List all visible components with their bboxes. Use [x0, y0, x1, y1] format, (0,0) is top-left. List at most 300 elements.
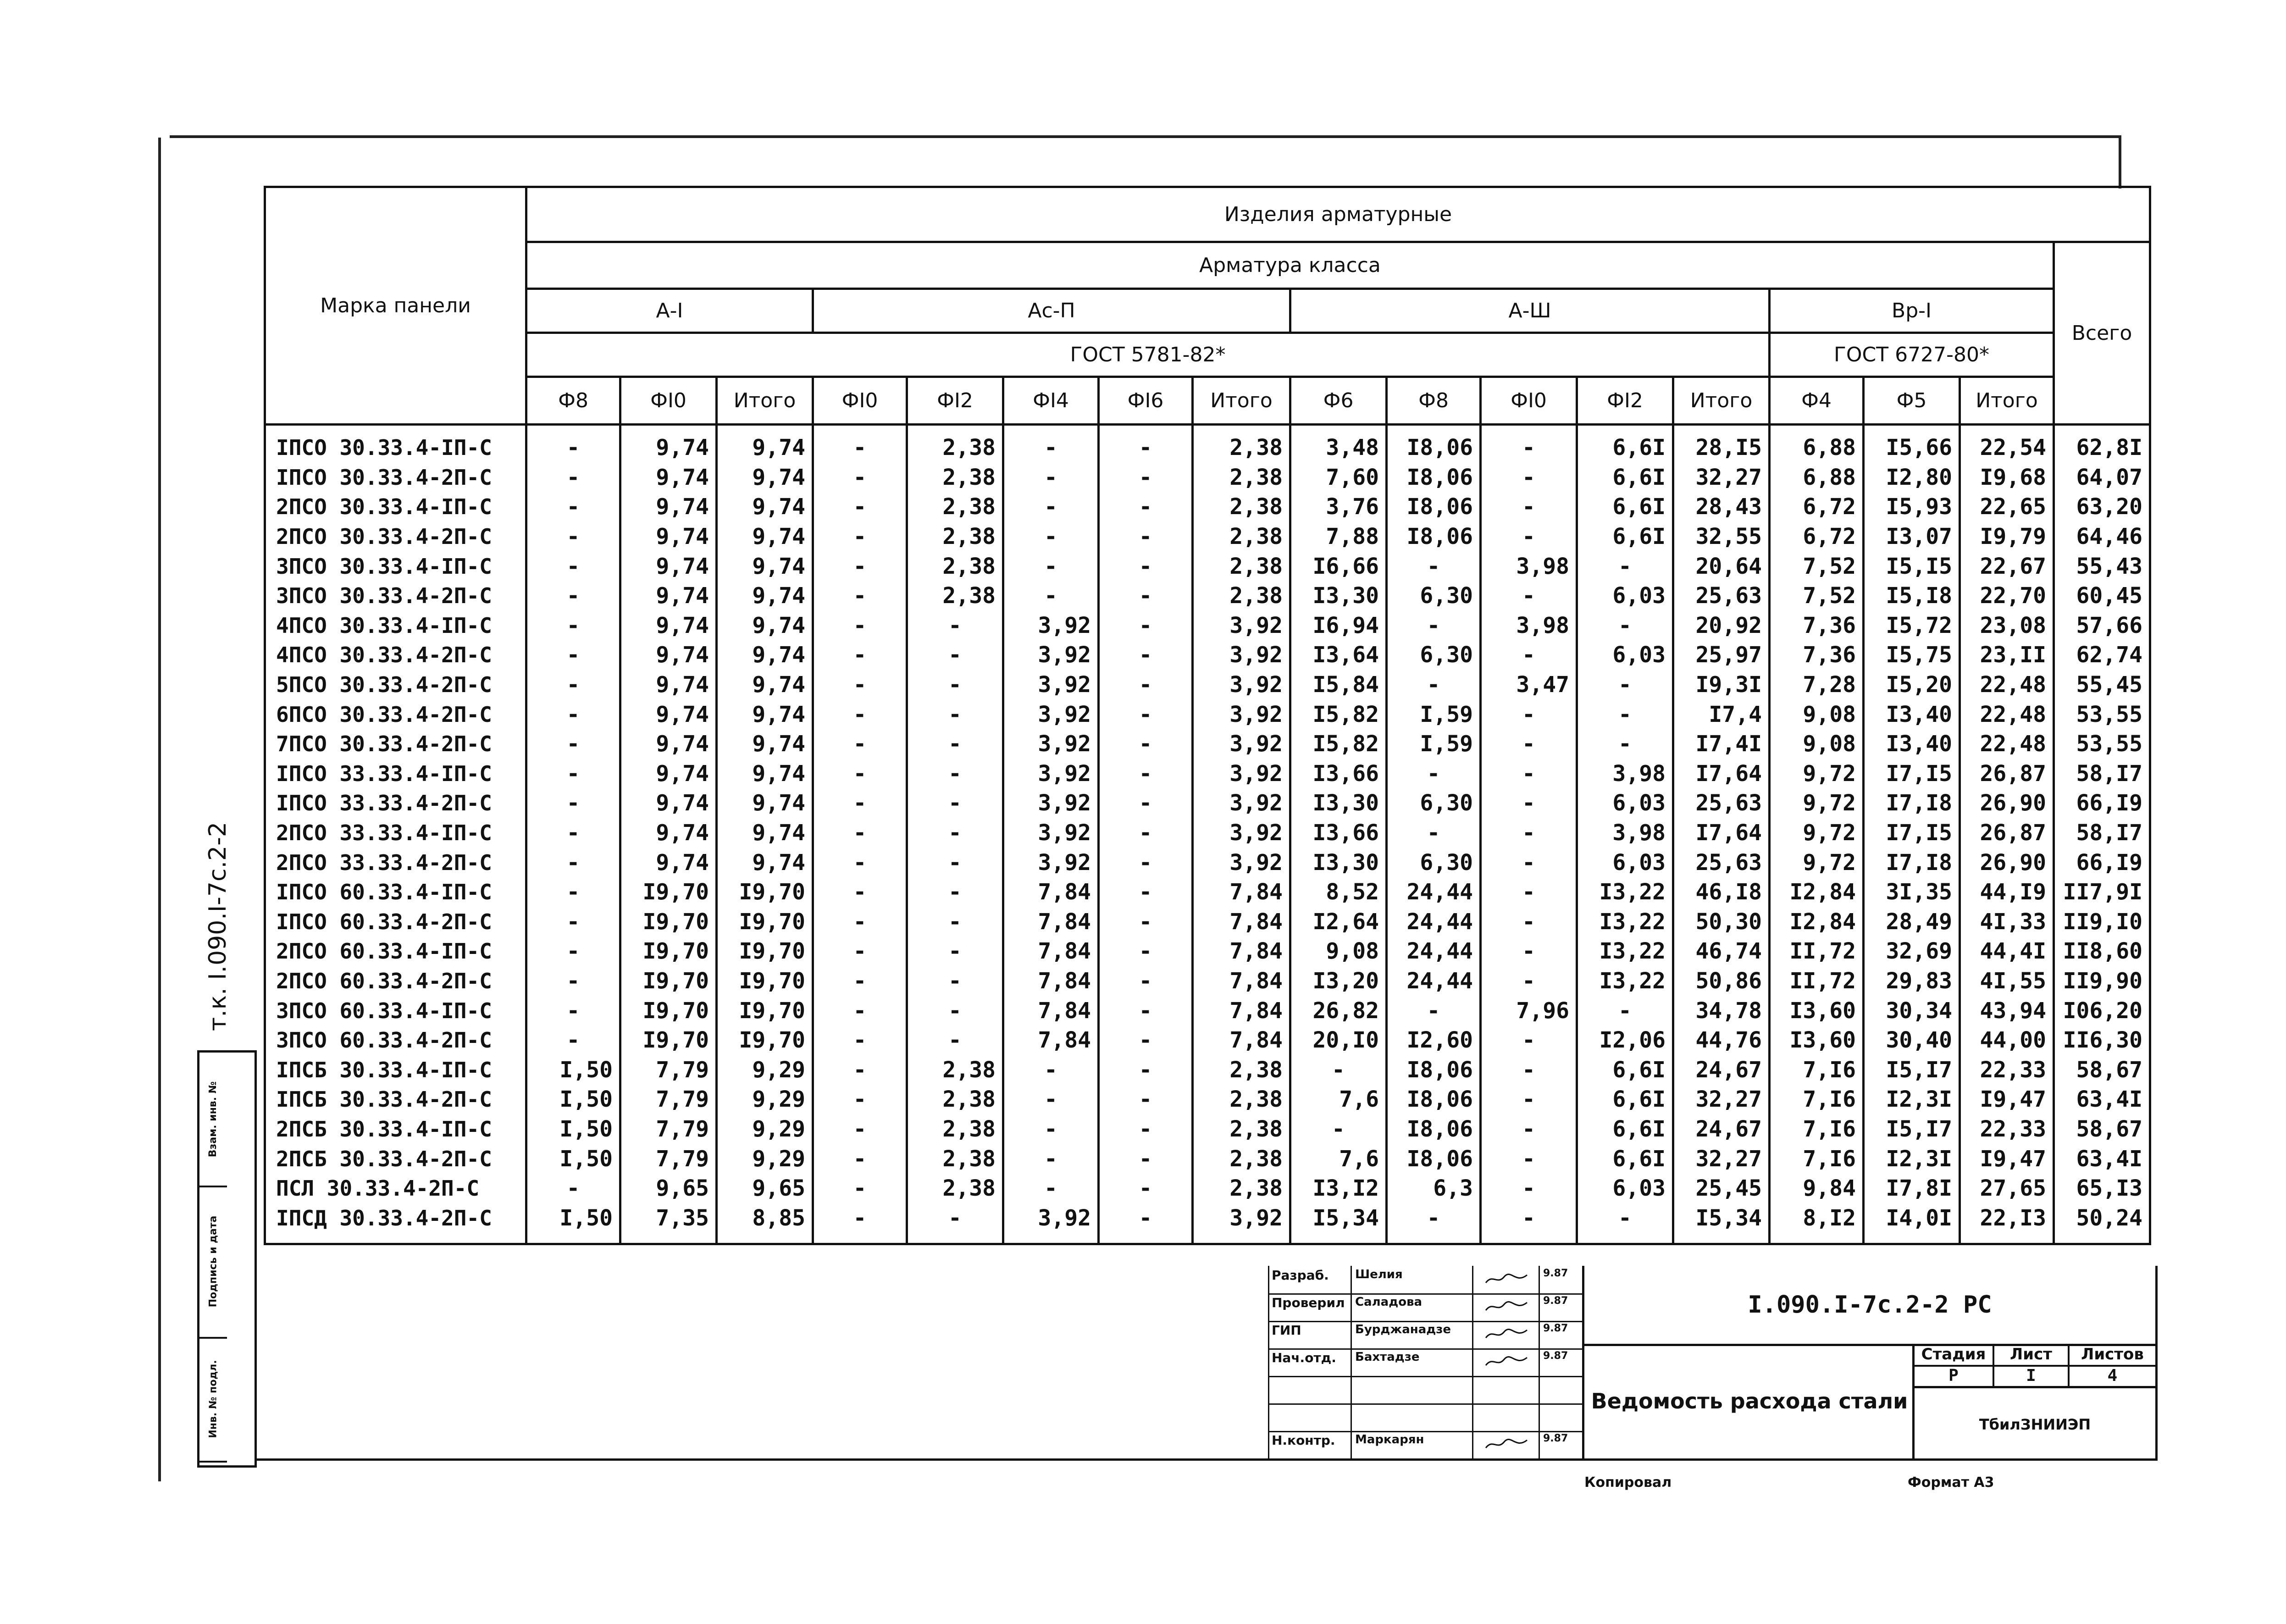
panel-mark-cell: 3ПСО 60.33.4-IП-С: [265, 996, 526, 1025]
value-cell: -: [1099, 818, 1193, 848]
value-cell: -: [1481, 907, 1577, 937]
value-cell: 6,6I: [1577, 492, 1673, 522]
value-cell: -: [813, 492, 907, 522]
header-gost-6727: ГОСТ 6727-80*: [1770, 333, 2054, 377]
column-header: Ф4: [1770, 377, 1864, 425]
value-cell: -: [1387, 611, 1481, 641]
value-cell: -: [1481, 463, 1577, 493]
value-cell: 3,92: [1193, 611, 1290, 641]
value-cell: -: [1003, 522, 1099, 552]
header-class-asp: Ас-П: [813, 289, 1290, 333]
value-cell: I,59: [1387, 729, 1481, 759]
value-cell: I3,64: [1290, 640, 1387, 670]
value-cell: 6,03: [1577, 640, 1673, 670]
value-cell: 22,I3: [1960, 1203, 2054, 1244]
value-cell: 2,38: [907, 463, 1003, 493]
value-cell: 9,08: [1770, 729, 1864, 759]
column-header: Ф5: [1864, 377, 1960, 425]
value-cell: -: [1481, 1144, 1577, 1174]
value-cell: -: [1099, 759, 1193, 789]
panel-mark-cell: 6ПСО 30.33.4-2П-С: [265, 699, 526, 729]
value-cell: 24,44: [1387, 877, 1481, 907]
value-cell: I3,22: [1577, 907, 1673, 937]
value-cell: -: [1481, 1055, 1577, 1085]
signature-date: 9.87: [1543, 1268, 1568, 1279]
value-cell: I,50: [526, 1055, 620, 1085]
value-cell: -: [1387, 818, 1481, 848]
table-body: [265, 425, 2150, 1244]
value-cell: I3,22: [1577, 937, 1673, 966]
column-header: Ф8: [1387, 377, 1481, 425]
value-cell: 6,6I: [1577, 425, 1673, 463]
value-cell: I9,70: [620, 907, 717, 937]
value-cell: -: [1099, 1085, 1193, 1114]
value-cell: -: [1481, 877, 1577, 907]
value-cell: 2,38: [907, 492, 1003, 522]
value-cell: 6,6I: [1577, 1085, 1673, 1114]
value-cell: -: [1481, 425, 1577, 463]
value-cell: 3,98: [1481, 611, 1577, 641]
value-cell: 3,92: [1003, 611, 1099, 641]
table-row: [265, 818, 2150, 848]
value-cell: 9,65: [620, 1174, 717, 1203]
value-cell: 6,88: [1770, 425, 1864, 463]
value-cell: 7,36: [1770, 640, 1864, 670]
value-cell: II,72: [1770, 966, 1864, 996]
value-cell: 6,6I: [1577, 463, 1673, 493]
header-class-bpi: Вр-I: [1770, 289, 2054, 333]
header-mark: Марка панели: [265, 187, 526, 425]
sheets-value: 4: [2070, 1365, 2155, 1388]
stage-value: Р: [1915, 1365, 1994, 1388]
value-cell: -: [526, 818, 620, 848]
value-cell: 30,40: [1864, 1025, 1960, 1055]
value-cell: 3,92: [1003, 640, 1099, 670]
value-cell: 9,74: [620, 788, 717, 818]
value-cell: 7,84: [1193, 996, 1290, 1025]
value-cell: 46,74: [1673, 937, 1770, 966]
footer-copied: Копировал: [1584, 1474, 1672, 1491]
value-cell: 4I,33: [1960, 907, 2054, 937]
value-cell: 22,54: [1960, 425, 2054, 463]
signature-row: [1268, 1266, 1582, 1295]
value-cell: 3,47: [1481, 670, 1577, 700]
value-cell: 20,64: [1673, 551, 1770, 581]
signature-row: [1268, 1293, 1582, 1322]
value-cell: I3,66: [1290, 759, 1387, 789]
value-cell: 58,67: [2054, 1114, 2150, 1144]
value-cell: 9,74: [620, 611, 717, 641]
value-cell: 8,52: [1290, 877, 1387, 907]
value-cell: -: [526, 640, 620, 670]
signature-role: Н.контр.: [1272, 1433, 1335, 1448]
value-cell: 3,92: [1003, 670, 1099, 700]
value-cell: 9,08: [1290, 937, 1387, 966]
value-cell: -: [1481, 1114, 1577, 1144]
value-cell: I2,06: [1577, 1025, 1673, 1055]
value-cell: -: [526, 463, 620, 493]
value-cell: II9,I0: [2054, 907, 2150, 937]
value-cell: -: [907, 611, 1003, 641]
column-header: Ф6: [1290, 377, 1387, 425]
sheet-frame-left: [158, 138, 161, 1481]
signature-block: [1268, 1266, 1582, 1458]
value-cell: 7,I6: [1770, 1085, 1864, 1114]
table-row: [265, 1114, 2150, 1144]
value-cell: 3,92: [1003, 848, 1099, 877]
value-cell: -: [1099, 611, 1193, 641]
signature-role: Разраб.: [1272, 1268, 1329, 1283]
value-cell: 2,38: [907, 1144, 1003, 1174]
value-cell: -: [1577, 1203, 1673, 1244]
value-cell: 58,67: [2054, 1055, 2150, 1085]
value-cell: 9,74: [620, 729, 717, 759]
value-cell: I5,I8: [1864, 581, 1960, 611]
panel-mark-cell: ПСЛ 30.33.4-2П-С: [265, 1174, 526, 1203]
value-cell: I3,22: [1577, 966, 1673, 996]
value-cell: -: [907, 937, 1003, 966]
value-cell: 7,60: [1290, 463, 1387, 493]
value-cell: I8,06: [1387, 492, 1481, 522]
panel-mark-cell: IПСО 33.33.4-2П-С: [265, 788, 526, 818]
value-cell: I8,06: [1387, 1114, 1481, 1144]
value-cell: 8,85: [717, 1203, 813, 1244]
table-row: [265, 788, 2150, 818]
sheet-value: I: [1994, 1365, 2070, 1388]
value-cell: 22,70: [1960, 581, 2054, 611]
value-cell: 50,30: [1673, 907, 1770, 937]
value-cell: I5,72: [1864, 611, 1960, 641]
value-cell: -: [813, 788, 907, 818]
value-cell: -: [813, 966, 907, 996]
value-cell: -: [526, 788, 620, 818]
value-cell: 2,38: [1193, 581, 1290, 611]
value-cell: I5,75: [1864, 640, 1960, 670]
value-cell: 9,65: [717, 1174, 813, 1203]
stage-info: [1912, 1344, 2155, 1458]
panel-mark-cell: 2ПСО 30.33.4-IП-С: [265, 492, 526, 522]
table-row: [265, 1174, 2150, 1203]
panel-mark-cell: 2ПСО 33.33.4-2П-С: [265, 848, 526, 877]
value-cell: 7,28: [1770, 670, 1864, 700]
value-cell: 32,55: [1673, 522, 1770, 552]
value-cell: I3,30: [1290, 848, 1387, 877]
value-cell: 9,29: [717, 1055, 813, 1085]
value-cell: 9,74: [717, 818, 813, 848]
value-cell: I3,20: [1290, 966, 1387, 996]
value-cell: 9,84: [1770, 1174, 1864, 1203]
panel-mark-cell: 2ПСО 33.33.4-IП-С: [265, 818, 526, 848]
value-cell: 9,29: [717, 1085, 813, 1114]
value-cell: -: [1003, 1055, 1099, 1085]
value-cell: 6,03: [1577, 848, 1673, 877]
value-cell: I6,94: [1290, 611, 1387, 641]
signature-role: ГИП: [1272, 1323, 1301, 1338]
value-cell: -: [526, 522, 620, 552]
value-cell: -: [1481, 522, 1577, 552]
value-cell: -: [1099, 425, 1193, 463]
value-cell: 6,88: [1770, 463, 1864, 493]
value-cell: 60,45: [2054, 581, 2150, 611]
value-cell: -: [1003, 1085, 1099, 1114]
value-cell: 43,94: [1960, 996, 2054, 1025]
column-header: Итого: [1960, 377, 2054, 425]
value-cell: 57,66: [2054, 611, 2150, 641]
value-cell: 25,63: [1673, 848, 1770, 877]
value-cell: 53,55: [2054, 729, 2150, 759]
value-cell: -: [813, 818, 907, 848]
value-cell: 34,78: [1673, 996, 1770, 1025]
column-header: ФI4: [1003, 377, 1099, 425]
value-cell: 8,I2: [1770, 1203, 1864, 1244]
value-cell: 22,48: [1960, 670, 2054, 700]
table-row: [265, 877, 2150, 907]
table-row: [265, 1055, 2150, 1085]
side-document-code: т.к. I.090.I-7с.2-2: [204, 821, 232, 1031]
value-cell: 32,69: [1864, 937, 1960, 966]
value-cell: -: [1099, 463, 1193, 493]
value-cell: 9,74: [717, 640, 813, 670]
value-cell: 3,92: [1193, 729, 1290, 759]
value-cell: 9,74: [717, 522, 813, 552]
signature-date: 9.87: [1543, 1350, 1568, 1362]
value-cell: -: [813, 463, 907, 493]
value-cell: -: [526, 759, 620, 789]
value-cell: 20,I0: [1290, 1025, 1387, 1055]
table-row: [265, 611, 2150, 641]
value-cell: I5,I7: [1864, 1114, 1960, 1144]
value-cell: 26,90: [1960, 788, 2054, 818]
value-cell: -: [1003, 581, 1099, 611]
value-cell: 3,92: [1193, 1203, 1290, 1244]
value-cell: -: [1099, 996, 1193, 1025]
value-cell: -: [526, 611, 620, 641]
value-cell: I3,30: [1290, 581, 1387, 611]
value-cell: I5,82: [1290, 729, 1387, 759]
value-cell: I8,06: [1387, 425, 1481, 463]
value-cell: 7,I6: [1770, 1114, 1864, 1144]
value-cell: 6,6I: [1577, 1144, 1673, 1174]
value-cell: -: [1003, 492, 1099, 522]
value-cell: -: [1290, 1114, 1387, 1144]
footer-format: Формат А3: [1908, 1474, 1994, 1491]
value-cell: I7,8I: [1864, 1174, 1960, 1203]
signature-row: [1268, 1348, 1582, 1377]
value-cell: -: [1387, 670, 1481, 700]
value-cell: 9,74: [717, 670, 813, 700]
value-cell: 44,I9: [1960, 877, 2054, 907]
value-cell: 9,74: [620, 463, 717, 493]
value-cell: 9,74: [620, 699, 717, 729]
value-cell: 3,92: [1003, 759, 1099, 789]
value-cell: 9,74: [717, 848, 813, 877]
header-gost-5781: ГОСТ 5781-82*: [526, 333, 1770, 377]
signature-role: Нач.отд.: [1272, 1350, 1336, 1365]
value-cell: 6,72: [1770, 492, 1864, 522]
value-cell: I9,70: [620, 966, 717, 996]
column-header: ФI0: [620, 377, 717, 425]
value-cell: -: [1481, 759, 1577, 789]
signature-date: 9.87: [1543, 1323, 1568, 1334]
value-cell: 62,8I: [2054, 425, 2150, 463]
value-cell: 28,I5: [1673, 425, 1770, 463]
column-header: ФI0: [813, 377, 907, 425]
value-cell: -: [813, 1203, 907, 1244]
panel-mark-cell: IПСО 30.33.4-IП-С: [265, 425, 526, 463]
value-cell: -: [526, 1025, 620, 1055]
value-cell: -: [526, 699, 620, 729]
value-cell: 9,74: [620, 759, 717, 789]
value-cell: I5,93: [1864, 492, 1960, 522]
value-cell: -: [907, 818, 1003, 848]
value-cell: 3,92: [1193, 640, 1290, 670]
value-cell: 24,44: [1387, 937, 1481, 966]
panel-mark-cell: 3ПСО 60.33.4-2П-С: [265, 1025, 526, 1055]
table-row: [265, 996, 2150, 1025]
value-cell: 9,72: [1770, 759, 1864, 789]
value-cell: 53,55: [2054, 699, 2150, 729]
value-cell: 7,84: [1003, 966, 1099, 996]
value-cell: 7,79: [620, 1144, 717, 1174]
value-cell: 22,65: [1960, 492, 2054, 522]
value-cell: 2,38: [1193, 463, 1290, 493]
value-cell: 58,I7: [2054, 818, 2150, 848]
value-cell: 2,38: [907, 425, 1003, 463]
side-inventory-cell: Инв. № подл.: [199, 1337, 227, 1463]
value-cell: 32,27: [1673, 463, 1770, 493]
panel-mark-cell: IПСБ 30.33.4-2П-С: [265, 1085, 526, 1114]
value-cell: I3,60: [1770, 996, 1864, 1025]
value-cell: 6,6I: [1577, 1114, 1673, 1144]
panel-mark-cell: IПСБ 30.33.4-IП-С: [265, 1055, 526, 1085]
value-cell: 3,92: [1003, 788, 1099, 818]
value-cell: I8,06: [1387, 522, 1481, 552]
value-cell: II,72: [1770, 937, 1864, 966]
table-row: [265, 907, 2150, 937]
value-cell: 25,45: [1673, 1174, 1770, 1203]
value-cell: 2,38: [907, 1085, 1003, 1114]
value-cell: 3,92: [1193, 848, 1290, 877]
value-cell: I7,64: [1673, 818, 1770, 848]
value-cell: -: [907, 640, 1003, 670]
value-cell: I9,70: [717, 877, 813, 907]
value-cell: I9,70: [620, 937, 717, 966]
signature-name: Шелия: [1355, 1268, 1403, 1281]
value-cell: -: [1481, 640, 1577, 670]
value-cell: 3I,35: [1864, 877, 1960, 907]
value-cell: 64,46: [2054, 522, 2150, 552]
value-cell: I3,40: [1864, 729, 1960, 759]
handwritten-signature: [1483, 1299, 1529, 1314]
value-cell: I2,84: [1770, 907, 1864, 937]
signature-date: 9.87: [1543, 1295, 1568, 1307]
column-header: ФI6: [1099, 377, 1193, 425]
value-cell: 63,4I: [2054, 1085, 2150, 1114]
value-cell: I9,70: [717, 966, 813, 996]
value-cell: 22,48: [1960, 699, 2054, 729]
value-cell: 46,I8: [1673, 877, 1770, 907]
panel-mark-cell: 4ПСО 30.33.4-IП-С: [265, 611, 526, 641]
value-cell: -: [1481, 1174, 1577, 1203]
value-cell: 9,74: [620, 492, 717, 522]
signature-row: [1268, 1403, 1582, 1432]
panel-mark-cell: 2ПСБ 30.33.4-2П-С: [265, 1144, 526, 1174]
value-cell: 6,30: [1387, 848, 1481, 877]
value-cell: I5,84: [1290, 670, 1387, 700]
value-cell: I9,68: [1960, 463, 2054, 493]
value-cell: 26,87: [1960, 818, 2054, 848]
document-title: Ведомость расхода стали: [1582, 1344, 1915, 1458]
column-header: ФI2: [907, 377, 1003, 425]
column-header-row: [265, 377, 2150, 425]
value-cell: -: [526, 581, 620, 611]
value-cell: 30,34: [1864, 996, 1960, 1025]
value-cell: I9,70: [620, 1025, 717, 1055]
value-cell: -: [526, 848, 620, 877]
value-cell: 3,92: [1003, 729, 1099, 759]
value-cell: -: [1577, 699, 1673, 729]
value-cell: 25,97: [1673, 640, 1770, 670]
value-cell: 7,84: [1193, 937, 1290, 966]
value-cell: 55,43: [2054, 551, 2150, 581]
value-cell: -: [526, 907, 620, 937]
value-cell: -: [1003, 1174, 1099, 1203]
value-cell: I7,4: [1673, 699, 1770, 729]
value-cell: 6,30: [1387, 640, 1481, 670]
value-cell: 2,38: [907, 522, 1003, 552]
value-cell: -: [1099, 848, 1193, 877]
value-cell: 7,84: [1003, 907, 1099, 937]
value-cell: I8,06: [1387, 1085, 1481, 1114]
value-cell: I7,I5: [1864, 759, 1960, 789]
value-cell: -: [813, 1025, 907, 1055]
value-cell: 3,92: [1193, 788, 1290, 818]
value-cell: -: [1577, 729, 1673, 759]
value-cell: -: [1099, 1114, 1193, 1144]
value-cell: -: [526, 492, 620, 522]
value-cell: 3,98: [1577, 759, 1673, 789]
panel-mark-cell: 5ПСО 30.33.4-2П-С: [265, 670, 526, 700]
value-cell: I9,79: [1960, 522, 2054, 552]
value-cell: 7,I6: [1770, 1144, 1864, 1174]
panel-mark-cell: IПСД 30.33.4-2П-С: [265, 1203, 526, 1244]
value-cell: -: [526, 1174, 620, 1203]
sheets-label: Листов: [2070, 1344, 2155, 1367]
value-cell: 26,82: [1290, 996, 1387, 1025]
value-cell: -: [1099, 581, 1193, 611]
value-cell: 3,98: [1481, 551, 1577, 581]
value-cell: 9,74: [717, 611, 813, 641]
value-cell: I9,70: [620, 996, 717, 1025]
steel-consumption-table: [264, 186, 2151, 1245]
value-cell: I7,64: [1673, 759, 1770, 789]
value-cell: 44,76: [1673, 1025, 1770, 1055]
value-cell: 64,07: [2054, 463, 2150, 493]
value-cell: I8,06: [1387, 1055, 1481, 1085]
value-cell: 7,84: [1003, 877, 1099, 907]
value-cell: I5,82: [1290, 699, 1387, 729]
value-cell: -: [1099, 877, 1193, 907]
handwritten-signature: [1483, 1326, 1529, 1342]
value-cell: 9,74: [620, 848, 717, 877]
value-cell: 28,49: [1864, 907, 1960, 937]
value-cell: 3,98: [1577, 818, 1673, 848]
column-header: Итого: [717, 377, 813, 425]
value-cell: 26,90: [1960, 848, 2054, 877]
value-cell: 66,I9: [2054, 848, 2150, 877]
value-cell: I8,06: [1387, 1144, 1481, 1174]
table-row: [265, 551, 2150, 581]
